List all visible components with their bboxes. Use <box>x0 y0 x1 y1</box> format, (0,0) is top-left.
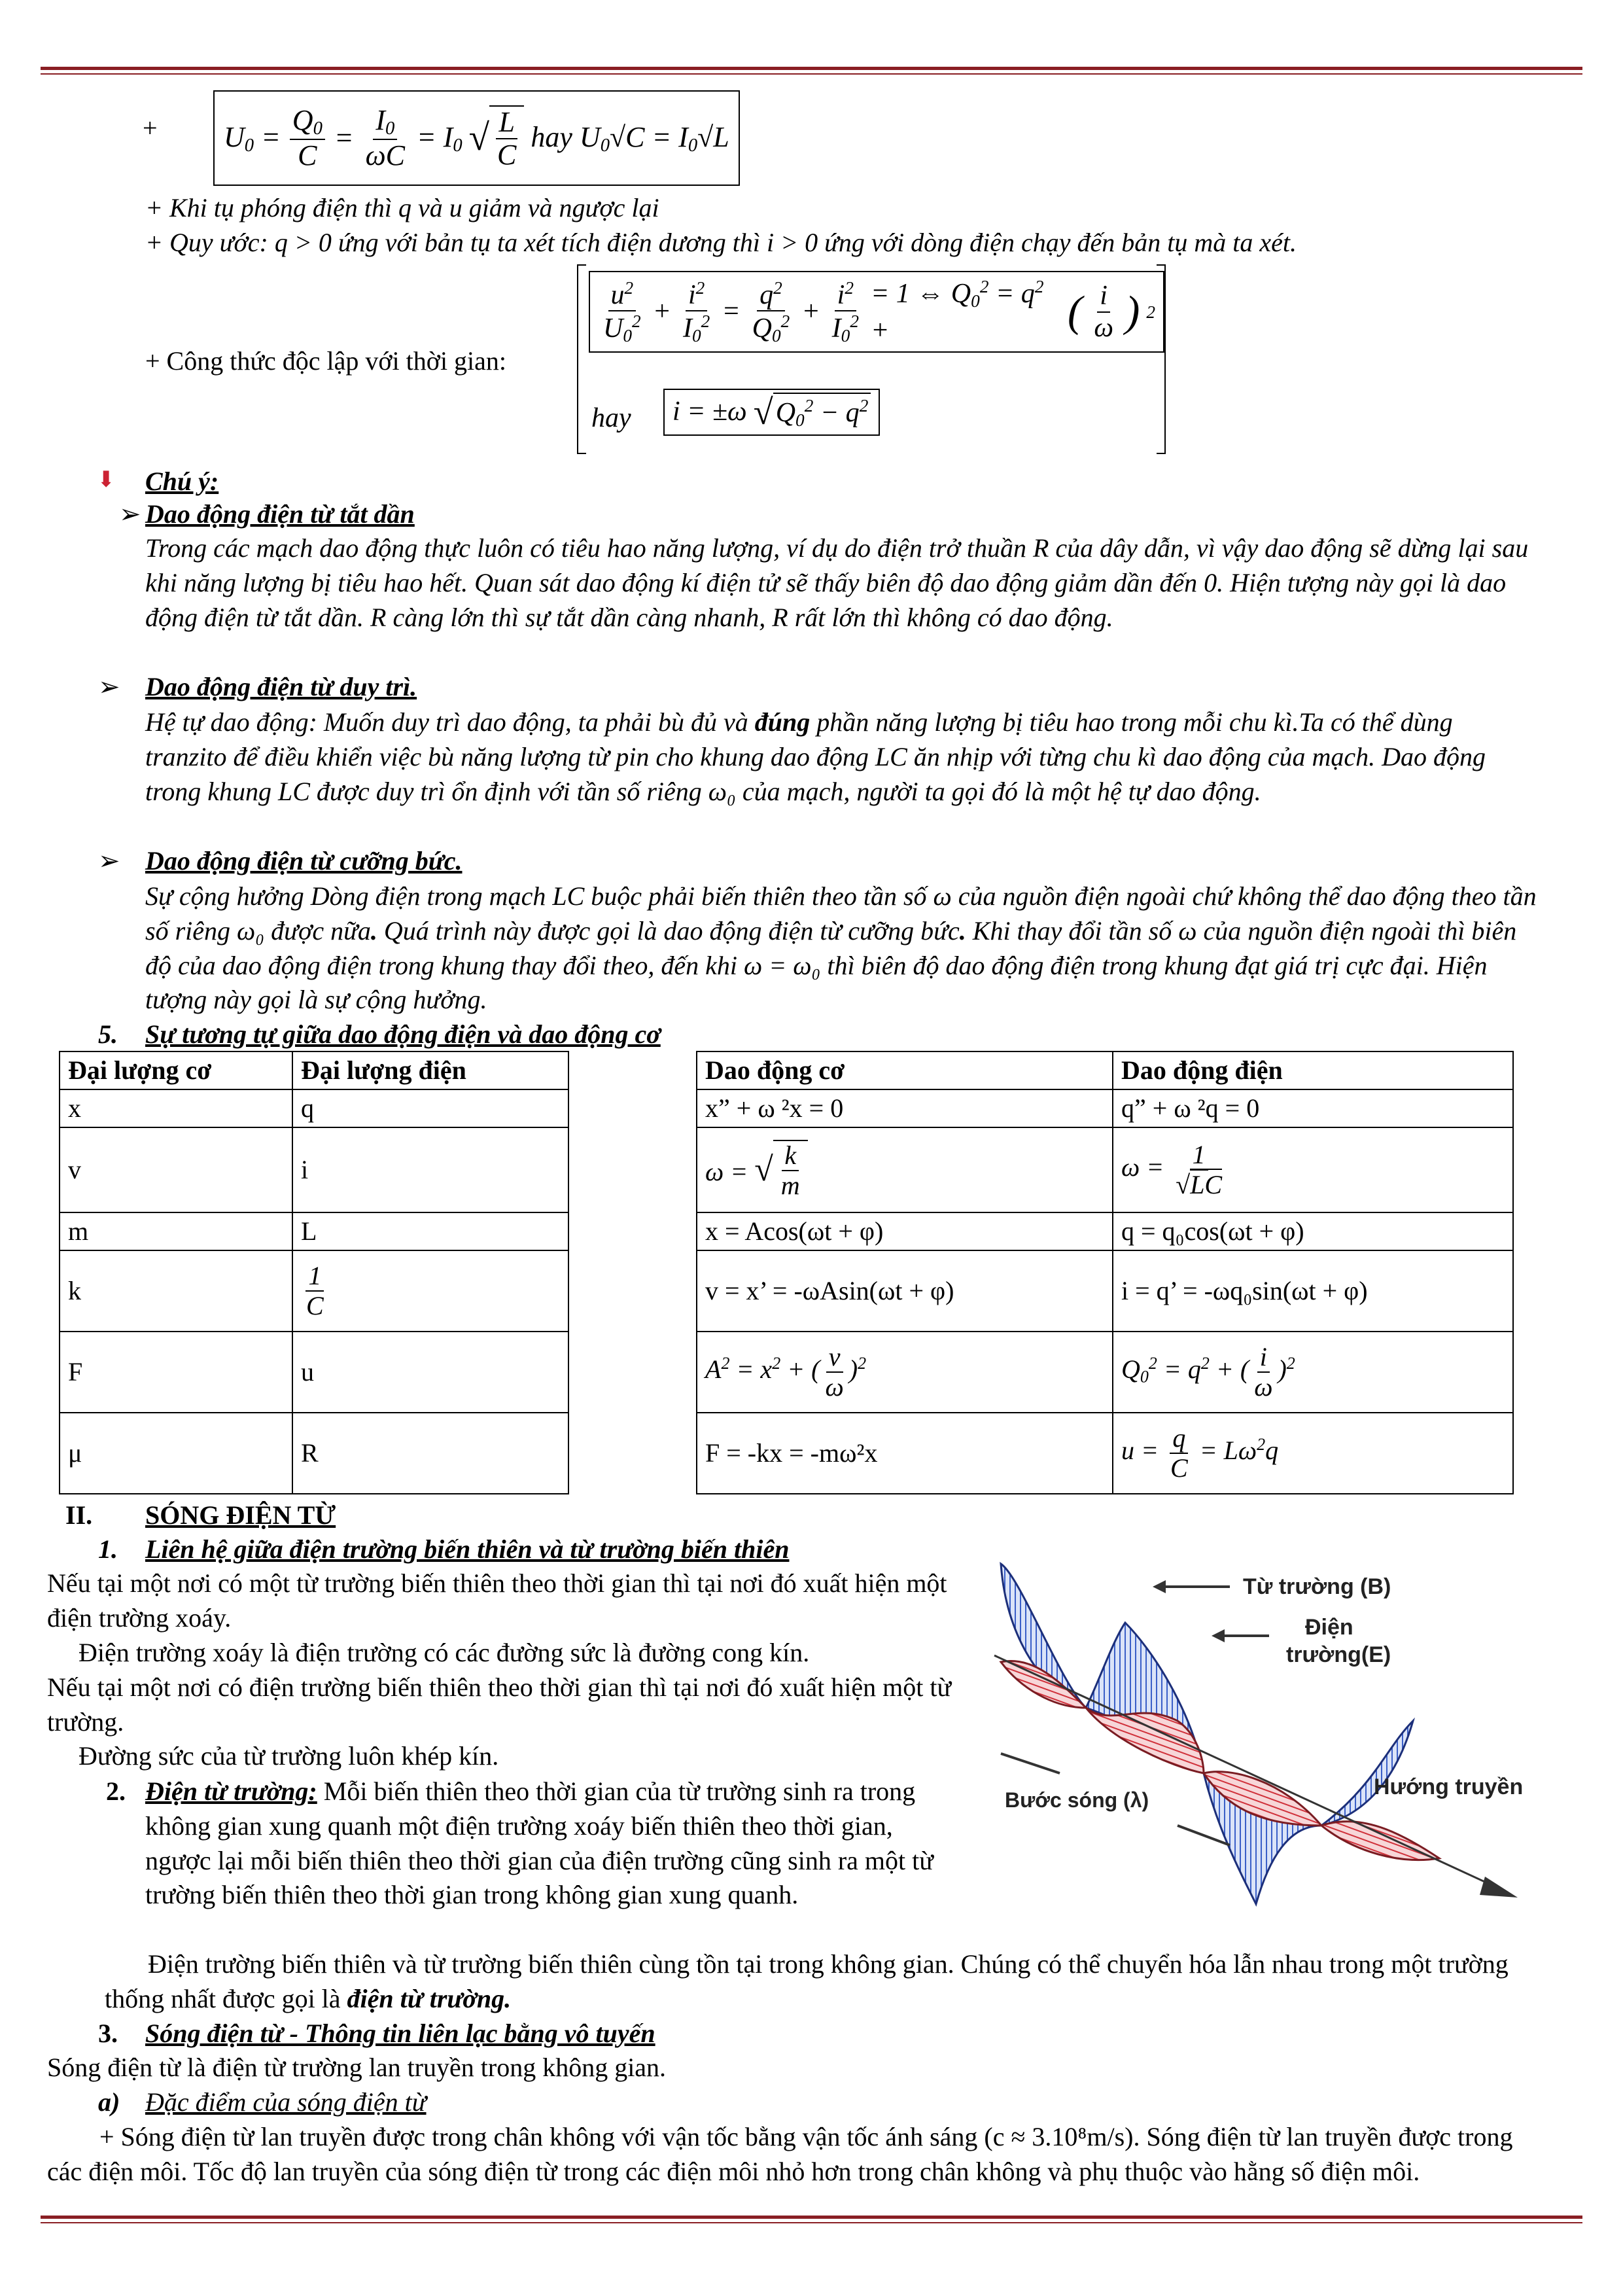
table-cell: u <box>292 1332 568 1413</box>
top-rule-thin <box>41 73 1582 75</box>
damped-bullet-icon: ➢ <box>119 499 141 529</box>
top-rule-thick <box>41 67 1582 70</box>
b-field-lobe <box>1321 1721 1413 1826</box>
formula-u0-box: $U_0$ = $\frac{Q_0}{C}$ = $\frac{I_0}{\omega C}$ = $I_0$ √ $\frac{L}{C}$ hay $U_0√C = I_0√L$ <box>213 90 740 186</box>
table-cell: i <box>292 1127 568 1212</box>
sub1-title: Liên hệ giữa điện trường biến thiên và từ trường biến thiên <box>145 1534 790 1564</box>
sub1-p4: Đường sức của từ trường luôn khép kín. <box>79 1741 499 1771</box>
sub1-number: 1. <box>98 1534 118 1564</box>
table-cell: x <box>60 1089 292 1127</box>
note-convention: + Quy ước: q > 0 ứng với bản tụ ta xét tích điện dương thì i > 0 ứng với dòng điện chạy đến bản tụ mà ta xét. <box>145 228 1297 257</box>
table-cell: i = q’ = -ωq₀sin(ωt + φ) <box>1113 1250 1513 1332</box>
table-row <box>60 1250 568 1332</box>
section5-number: 5. <box>98 1019 118 1049</box>
table-cell: F = -kx = -mω²x <box>697 1413 1113 1494</box>
forced-bullet-icon: ➢ <box>98 846 120 875</box>
section5-title: Sự tương tự giữa dao động điện và dao động cơ <box>145 1019 661 1049</box>
table-row <box>697 1332 1513 1413</box>
damped-text: Trong các mạch dao động thực luôn có tiêu hao năng lượng, ví dụ do điện trở thuần R của dây dẫn, vì vậy dao động sẽ dừng lại sau khi năng lượng bị tiêu hao hết. Quan sát dao động kí điện tử sẽ thấy biên độ dao động giảm dần đến 0. Hiện tượng này gọi là dao động điện từ tắt dần. R càng lớn thì sự tắt dần càng nhanh, R rất lớn thì không có dao động. <box>145 533 1529 632</box>
sub2-text: Điện từ trường: Mỗi biến thiên theo thời gian của từ trường sinh ra trong không gian xung quanh một điện trường xoáy biến thiên theo thời gian, ngược lại mỗi biến thiên theo thời gian của điện trường cũng sinh ra một từ trường biến thiên theo thời gian trong không gian xung quanh. <box>145 1776 934 1910</box>
forced-heading: Dao động điện từ cưỡng bức. <box>145 846 462 875</box>
formula-plus: + <box>143 113 158 143</box>
table-cell: k <box>60 1250 292 1332</box>
table-cell: q = q₀cos(ωt + φ) <box>1113 1212 1513 1250</box>
sustained-text: Hệ tự dao động: Muốn duy trì dao động, ta phải bù đủ và đúng phần năng lượng bị tiêu hao trong mỗi chu kì.Ta có thể dùng tranzito để điều khiển việc bù năng lượng từ pin cho khung dao động LC ăn nhịp với từng chu kì dao động của mạch. Dao động trong khung LC được duy trì ổn định với tần số riêng ω₀ của mạch, người ta gọi đó là một hệ tự dao động. <box>145 707 1486 806</box>
attention-icon: ⬇ <box>97 468 116 492</box>
label-direction: Hướng truyền <box>1374 1775 1524 1799</box>
table-cell: x = Acos(ωt + φ) <box>697 1212 1113 1250</box>
table-cell: v = x’ = -ωAsin(ωt + φ) <box>697 1250 1113 1332</box>
forced-text: Sự cộng hưởng Dòng điện trong mạch LC buộc phải biến thiên theo tần số ω của nguồn điện ngoài chứ không thể dao động theo tần số riêng ω₀ được nữa. Quá trình này được gọi là dao động điện từ cưỡng bức. Khi thay đổi tần số ω của nguồn điện ngoài thì biên độ của dao động điện trong khung thay đổi theo, đến khi ω = ω₀ thì biên độ dao động điện trong khung đạt giá trị cực đại. Hiện tượng này gọi là sự cộng hưởng. <box>145 881 1537 1015</box>
table-cell: $A^2 = x^2$ + ( $\frac{v}{\omega}$ )$^2$ <box>697 1332 1113 1413</box>
table-right-header: Dao động điện <box>1113 1051 1513 1089</box>
e-field-lobe <box>1321 1822 1439 1860</box>
sub3-a-title: Đặc điểm của sóng điện từ <box>145 2087 427 2117</box>
table-row <box>697 1413 1513 1494</box>
table-row <box>60 1332 568 1413</box>
table-cell: ω = $\frac{1}{√LC}$ <box>1113 1127 1513 1212</box>
label-e-field-2: trường(E) <box>1286 1642 1391 1667</box>
table-row <box>697 1127 1513 1212</box>
sub1-p3: Nếu tại một nơi có điện trường biến thiên theo thời gian thì tại nơi đó xuất hiện một từ trường. <box>47 1672 952 1737</box>
label-b-field: Từ trường (B) <box>1243 1574 1391 1599</box>
table-cell: F <box>60 1332 292 1413</box>
em-wave-figure <box>981 1551 1544 1917</box>
attention-title: Chú ý: <box>145 467 219 496</box>
label-e-field-1: Điện <box>1305 1615 1353 1640</box>
table-row <box>60 1127 568 1212</box>
sub1-p1: Nếu tại một nơi có một từ trường biến thiên theo thời gian thì tại nơi đó xuất hiện một điện trường xoáy. <box>47 1568 947 1633</box>
independent-eq2: i = ±ω √ $Q_0^2 - q^2$ <box>663 389 880 436</box>
sub3-a-label: a) <box>98 2087 120 2117</box>
independent-hay: hay <box>591 403 631 433</box>
table-row <box>697 1212 1513 1250</box>
table-cell: u = $\frac{q}{C}$ = $L\omega^2q$ <box>1113 1413 1513 1494</box>
table-cell: ω = √ $\frac{k}{m}$ <box>697 1127 1113 1212</box>
bottom-rule-thick <box>41 2216 1582 2219</box>
label-arrow-icon <box>1212 1629 1225 1642</box>
table-right <box>696 1051 1514 1494</box>
section2-number: II. <box>65 1500 93 1530</box>
table-row <box>60 1212 568 1250</box>
section2-title: SÓNG ĐIỆN TỪ <box>145 1500 336 1530</box>
table-cell: $Q_0^2 = q^2$ + ( $\frac{i}{\omega}$ )$^2$ <box>1113 1332 1513 1413</box>
label-wavelength: Bước sóng (λ) <box>1005 1788 1149 1812</box>
independent-bracket <box>577 264 1166 454</box>
sub3-title: Sóng điện từ - Thông tin liên lạc bằng vô tuyến <box>145 2019 655 2048</box>
note-discharge: + Khi tụ phóng điện thì q và u giảm và ngược lại <box>145 193 659 222</box>
table-left-header: Đại lượng cơ <box>60 1051 292 1089</box>
table-row <box>697 1250 1513 1332</box>
table-row <box>60 1089 568 1127</box>
sustained-heading: Dao động điện từ duy trì. <box>145 672 417 701</box>
table-cell: μ <box>60 1413 292 1494</box>
table-cell: L <box>292 1212 568 1250</box>
sub2-number: 2. <box>106 1776 126 1806</box>
independent-label: + Công thức độc lập với thời gian: <box>145 346 507 376</box>
table-left-header: Đại lượng điện <box>292 1051 568 1089</box>
table-cell: q” + ω ²q = 0 <box>1113 1089 1513 1127</box>
table-cell: x” + ω ²x = 0 <box>697 1089 1113 1127</box>
sub3-a-text: + Sóng điện từ lan truyền được trong chân không với vận tốc bằng vận tốc ánh sáng (c ≈ 3.10⁸m/s). Sóng điện từ lan truyền được trong các điện môi. Tốc độ lan truyền của sóng điện từ trong các điện môi nhỏ hơn trong chân không và phụ thuộc vào hằng số điện môi. <box>47 2122 1513 2186</box>
sub3-number: 3. <box>98 2019 118 2048</box>
table-row <box>60 1413 568 1494</box>
bottom-rule-thin <box>41 2222 1582 2223</box>
propagation-arrow-icon <box>1480 1877 1518 1898</box>
table-cell: q <box>292 1089 568 1127</box>
table-row <box>697 1089 1513 1127</box>
label-arrow-icon <box>1153 1580 1166 1593</box>
table-cell: R <box>292 1413 568 1494</box>
table-right-header: Dao động cơ <box>697 1051 1113 1089</box>
independent-eq1: $\frac{u^2}{U_0^2}$ + $\frac{i^2}{I_0^2}$ = $\frac{q^2}{Q_0^2}$ + $\frac{i^2}{I_0^2}$ = 1 ⇔ $Q_0^2 = q^2$ + ( $\frac{i}{\omega}$ ) 2 <box>589 271 1164 353</box>
table-cell: $\frac{1}{C}$ <box>292 1250 568 1332</box>
table-cell: m <box>60 1212 292 1250</box>
damped-heading: Dao động điện từ tắt dần <box>145 499 415 529</box>
table-cell: v <box>60 1127 292 1212</box>
sustained-bullet-icon: ➢ <box>98 672 120 701</box>
sub3-p1: Sóng điện từ là điện từ trường lan truyền trong không gian. <box>47 2053 667 2082</box>
sub1-p2: Điện trường xoáy là điện trường có các đường sức là đường cong kín. <box>79 1638 810 1667</box>
sub2-p2: Điện trường biến thiên và từ trường biến thiên cùng tồn tại trong không gian. Chúng có thể chuyển hóa lẫn nhau trong một trường thống nhất được gọi là điện từ trường. <box>105 1949 1509 2013</box>
table-left <box>59 1051 569 1494</box>
